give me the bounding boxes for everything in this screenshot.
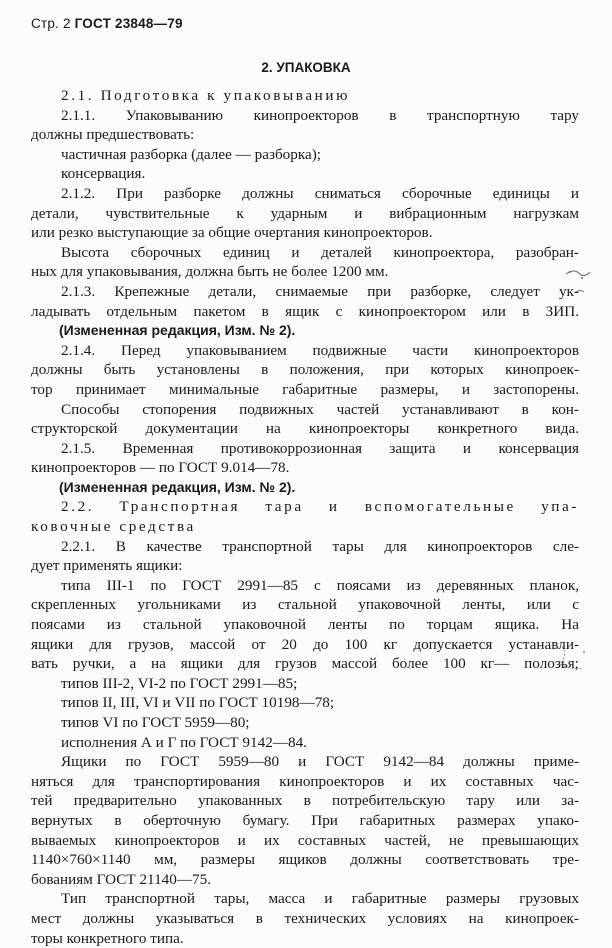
subsection-heading: 2.1. Подготовка к упаковыванию bbox=[61, 87, 351, 104]
text-line: 2.1.2. При разборке должны сниматься сборочные единицы и bbox=[61, 184, 579, 202]
text-line: вать ручки, а на ящики для грузов массой более 100 кг— полозья; bbox=[31, 655, 579, 673]
scan-smudge-icon bbox=[562, 262, 592, 302]
text-line: тей предварительно упакованных в потребительскую тару или за- bbox=[31, 792, 579, 810]
amendment-note: (Измененная редакция, Изм. № 2). bbox=[59, 478, 296, 495]
text-line: поясами из стальной упаковочной ленты по торцам ящика. На bbox=[31, 616, 579, 634]
text-line: структорской документации на кинопроекторы конкретного вида. bbox=[31, 420, 579, 438]
text-line: няться для транспортирования кинопроекторов и их составных час- bbox=[31, 772, 579, 790]
text-line: вываемых кинопроекторов и их составных частей, не превышающих bbox=[31, 831, 579, 849]
standard-number: ГОСТ 23848—79 bbox=[74, 16, 183, 31]
text-line: исполнения А и Г по ГОСТ 9142—84. bbox=[61, 733, 307, 751]
subsection-heading: 2.2. Транспортная тара и вспомогательные упа- bbox=[61, 498, 579, 516]
text-line: типа III-1 по ГОСТ 2991—85 с поясами из деревянных планок, bbox=[61, 576, 579, 594]
text-line: Высота сборочных единиц и деталей кинопроектора, разобран- bbox=[61, 243, 579, 261]
section-title: 2. УПАКОВКА bbox=[261, 60, 351, 75]
subsection-heading: ковочные средства bbox=[31, 518, 196, 536]
text-line: дует применять ящики: bbox=[31, 557, 183, 575]
text-line: ных для упаковывания, должна быть не более 1200 мм. bbox=[31, 263, 389, 281]
text-line: детали, чувствительные к ударным и вибрационным нагрузкам bbox=[31, 204, 579, 222]
text-line: тор принимает минимальные габаритные размеры, и застопорены. bbox=[31, 380, 579, 398]
text-line: типов II, III, VI и VII по ГОСТ 10198—78; bbox=[61, 694, 335, 712]
text-line: ладывать отдельным пакетом в ящик с кинопроектором или в ЗИП. bbox=[31, 302, 579, 320]
text-line: или резко выступающие за общие очертания кинопроекторов. bbox=[31, 224, 433, 242]
text-line: Ящики по ГОСТ 5959—80 и ГОСТ 9142—84 должны приме- bbox=[61, 753, 579, 771]
text-line: кинопроекторов — по ГОСТ 9.014—78. bbox=[31, 459, 290, 477]
text-line: 2.1.1. Упаковыванию кинопроекторов в транспортную тару bbox=[61, 106, 579, 124]
amendment-note: (Измененная редакция, Изм. № 2). bbox=[59, 322, 296, 339]
text-line: 1140×760×1140 мм, размеры ящиков должны соответствовать тре- bbox=[31, 851, 579, 869]
text-line: Тип транспортной тары, масса и габаритные размеры грузовых bbox=[61, 890, 579, 908]
text-line: вернутых в оберточную бумагу. При габаритных размерах упако- bbox=[31, 811, 579, 829]
page-header bbox=[31, 16, 183, 31]
text-line: скрепленных угольниками из стальной упаковочной ленты, или с bbox=[31, 596, 579, 614]
text-line: торы конкретного типа. bbox=[31, 929, 184, 947]
text-line: бованиям ГОСТ 21140—75. bbox=[31, 870, 212, 888]
text-line: 2.2.1. В качестве транспортной тары для кинопроекторов сле- bbox=[61, 537, 579, 555]
text-line: типов III-2, VI-2 по ГОСТ 2991—85; bbox=[61, 674, 298, 692]
text-line: 2.1.4. Перед упаковыванием подвижные части кинопроекторов bbox=[61, 341, 579, 359]
text-line: типов VI по ГОСТ 5959—80; bbox=[61, 714, 250, 731]
text-line: консервация. bbox=[61, 165, 146, 183]
text-line: ящики для грузов, массой от 20 до 100 кг допускается устанавли- bbox=[31, 635, 579, 653]
text-line: частичная разборка (далее — разборка); bbox=[61, 145, 322, 163]
text-line: Способы стопорения подвижных частей устанавливают в кон- bbox=[61, 400, 579, 418]
text-line: мест должны указываться в технических условиях на кинопроек- bbox=[31, 909, 579, 927]
document-body bbox=[31, 86, 579, 948]
text-line: 2.1.3. Крепежные детали, снимаемые при разборке, следует ук- bbox=[61, 282, 579, 300]
text-line: должны предшествовать: bbox=[31, 126, 195, 144]
scan-smudge-icon bbox=[556, 640, 592, 680]
page-label: Стр. 2 bbox=[31, 16, 71, 31]
text-line: 2.1.5. Временная противокоррозионная защита и консервация bbox=[61, 439, 579, 457]
text-line: должны быть установлены в положения, при которых кинопроек- bbox=[31, 361, 579, 379]
